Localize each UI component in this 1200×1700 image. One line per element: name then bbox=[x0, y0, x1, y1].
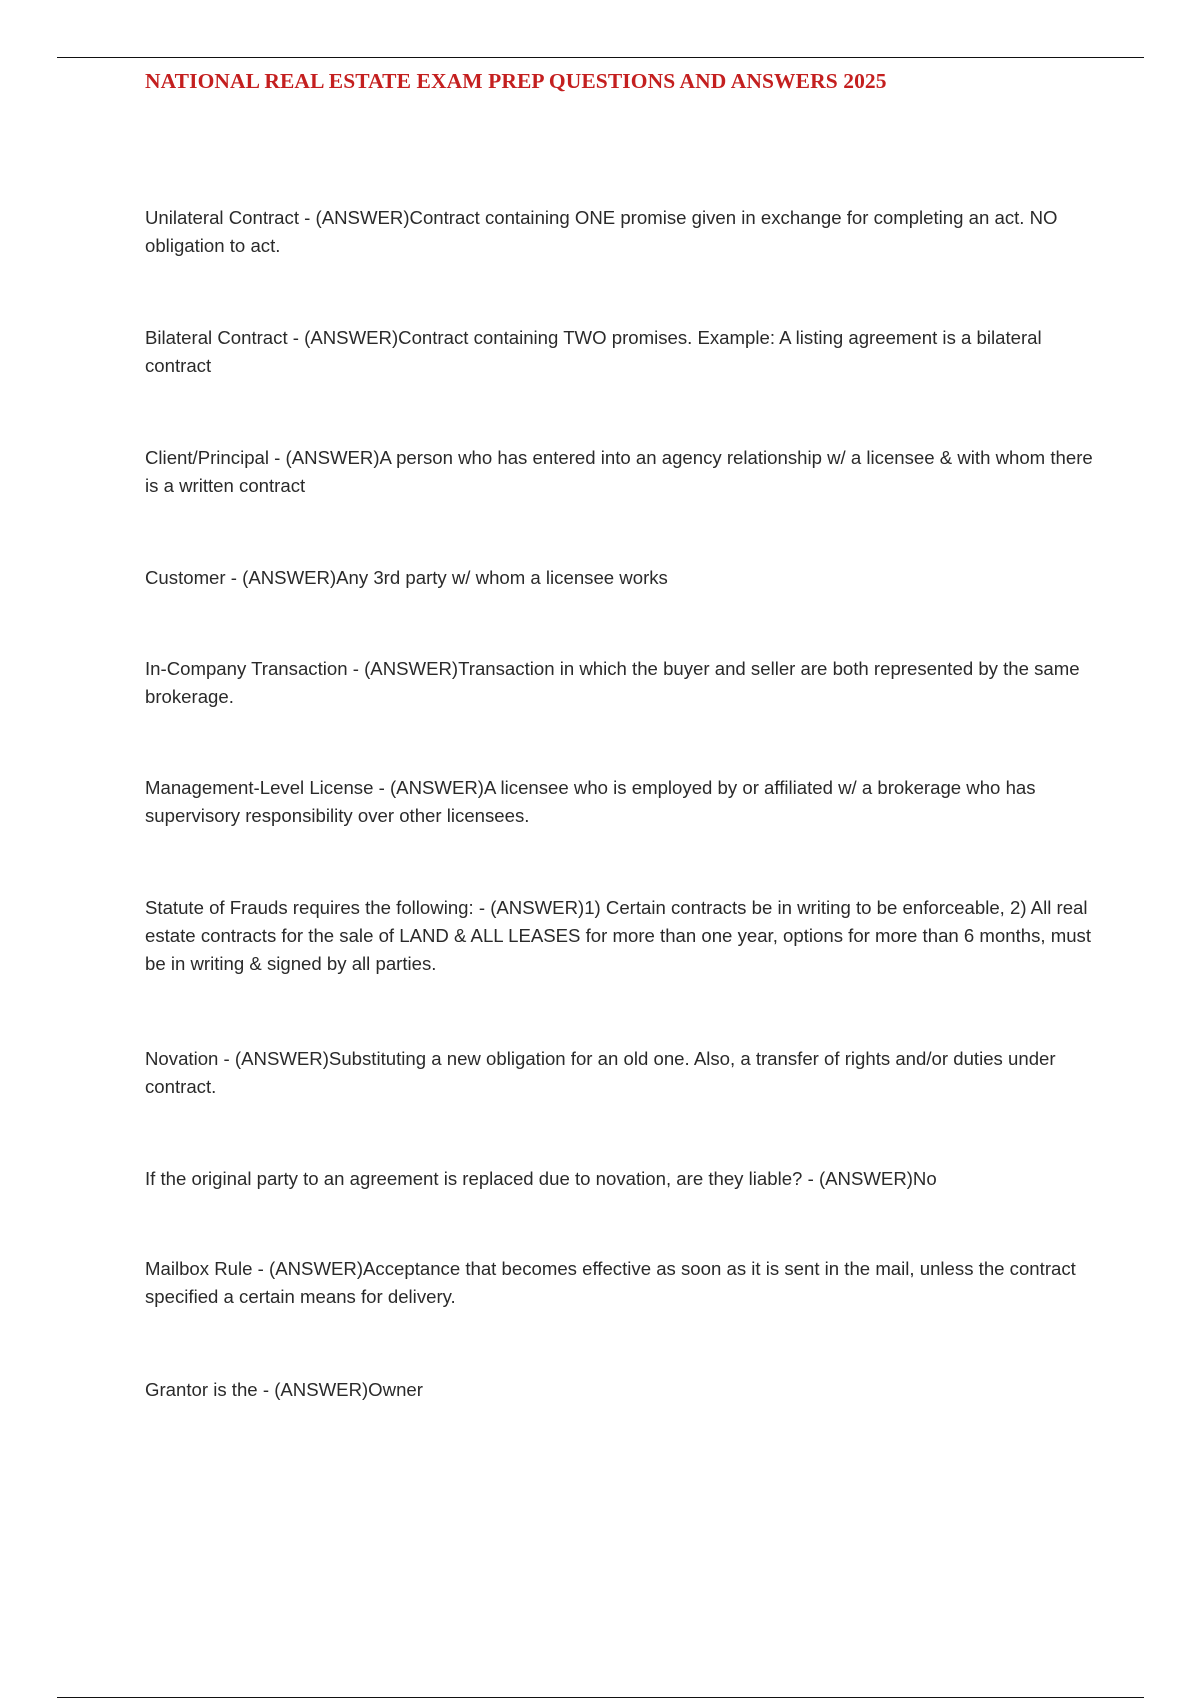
qa-item bbox=[145, 1045, 1095, 1101]
qa-answer: (ANSWER)A licensee who is employed by or affiliated w/ a brokerage who has supervisory responsibility over other licensees. bbox=[145, 777, 1036, 826]
qa-separator: - bbox=[225, 567, 243, 588]
qa-term: If the original party to an agreement is replaced due to novation, are they liable? bbox=[145, 1168, 803, 1189]
qa-item bbox=[145, 655, 1095, 711]
qa-term: Management-Level License bbox=[145, 777, 374, 798]
qa-item bbox=[145, 204, 1095, 260]
qa-term: Unilateral Contract bbox=[145, 207, 299, 228]
qa-separator: - bbox=[287, 327, 305, 348]
qa-separator: - bbox=[218, 1048, 235, 1069]
qa-separator: - bbox=[298, 207, 316, 228]
qa-term: Bilateral Contract bbox=[145, 327, 288, 348]
qa-separator: - bbox=[347, 658, 365, 679]
qa-answer: (ANSWER)Acceptance that becomes effective as soon as it is sent in the mail, unless the contract specified a certain means for delivery. bbox=[145, 1258, 1076, 1307]
qa-answer: (ANSWER)1) Certain contracts be in writing to be enforceable, 2) All real estate contracts for the sale of LAND & ALL LEASES for more than one year, options for more than 6 months, must be in writing & signed by all parties. bbox=[145, 897, 1092, 974]
qa-answer: (ANSWER)Contract containing ONE promise given in exchange for completing an act. NO obligation to act. bbox=[145, 207, 1058, 256]
qa-item bbox=[145, 444, 1095, 500]
qa-term: Mailbox Rule bbox=[145, 1258, 253, 1279]
qa-answer: (ANSWER)Any 3rd party w/ whom a licensee works bbox=[242, 567, 668, 588]
bottom-rule bbox=[57, 1697, 1144, 1698]
qa-item bbox=[145, 1255, 1095, 1311]
qa-term: Customer bbox=[145, 567, 226, 588]
qa-item bbox=[145, 894, 1095, 978]
qa-answer: (ANSWER)Substituting a new obligation for an old one. Also, a transfer of rights and/or duties under contract. bbox=[145, 1048, 1056, 1097]
qa-separator: - bbox=[252, 1258, 270, 1279]
qa-term: Novation bbox=[145, 1048, 219, 1069]
qa-answer: (ANSWER)Contract containing TWO promises. Example: A listing agreement is a bilateral contract bbox=[145, 327, 1042, 376]
qa-answer: (ANSWER)No bbox=[818, 1168, 937, 1189]
qa-separator: - bbox=[257, 1379, 275, 1400]
qa-term: Grantor is the bbox=[145, 1379, 258, 1400]
qa-item bbox=[145, 324, 1095, 380]
qa-term: Statute of Frauds requires the following: bbox=[145, 897, 474, 918]
qa-separator: - bbox=[473, 897, 491, 918]
qa-answer: (ANSWER)Transaction in which the buyer and seller are both represented by the same brokerage. bbox=[145, 658, 1080, 707]
qa-item bbox=[145, 774, 1095, 830]
qa-term: In-Company Transaction bbox=[145, 658, 348, 679]
qa-separator: - bbox=[802, 1168, 819, 1189]
qa-item bbox=[145, 1165, 1095, 1193]
qa-answer: (ANSWER)Owner bbox=[274, 1379, 423, 1400]
qa-separator: - bbox=[269, 447, 286, 468]
qa-term: Client/Principal bbox=[145, 447, 270, 468]
qa-item bbox=[145, 1376, 1095, 1404]
page-title: NATIONAL REAL ESTATE EXAM PREP QUESTIONS AND ANSWERS 2025 bbox=[145, 69, 887, 93]
qa-answer: (ANSWER)A person who has entered into an agency relationship w/ a licensee & with whom there is a written contract bbox=[145, 447, 1093, 496]
top-rule bbox=[57, 57, 1144, 58]
qa-separator: - bbox=[373, 777, 390, 798]
qa-item bbox=[145, 564, 1095, 592]
